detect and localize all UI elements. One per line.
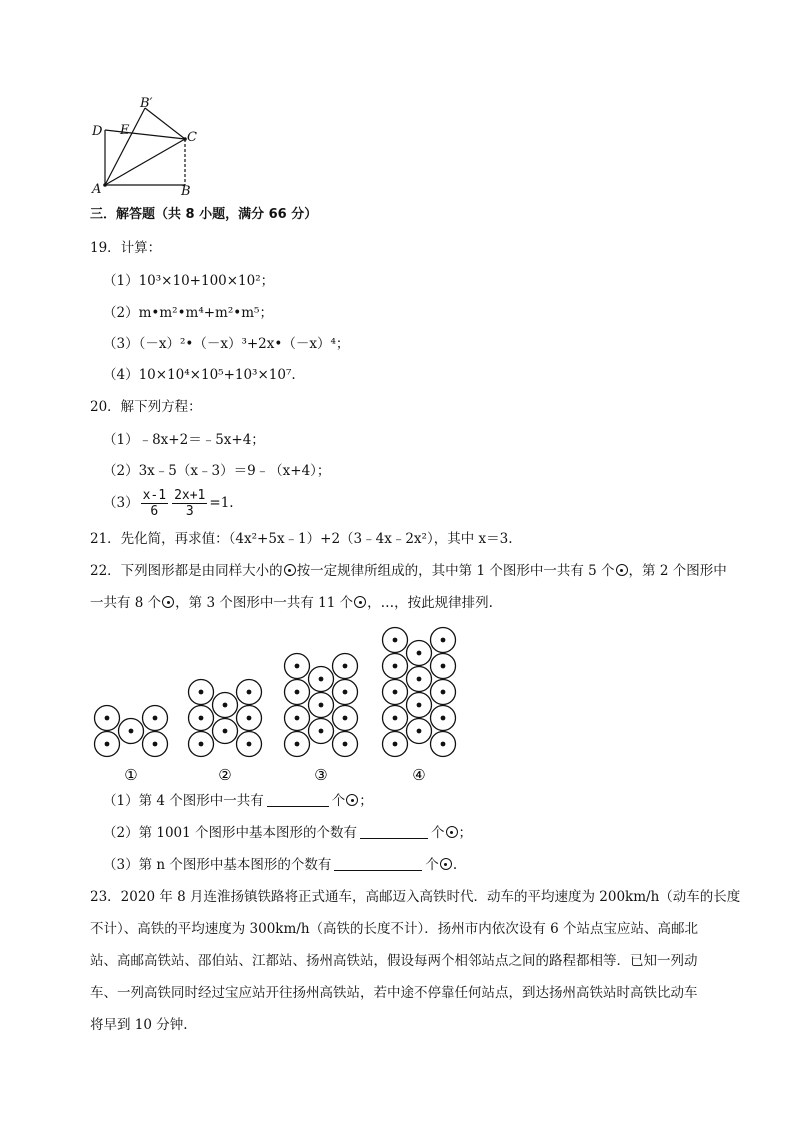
pattern-circle-fig3 (285, 732, 310, 757)
pattern-circle-fig3 (285, 706, 310, 731)
pattern-circle-fig4 (431, 680, 456, 705)
segment-b-prime-c (145, 108, 185, 139)
q22-sub-2-a: （2）第 1001 个图形中基本图形的个数有 (103, 825, 358, 841)
q19-stem: 19．计算： (90, 240, 162, 256)
figure-label-4: ④ (412, 766, 426, 784)
q22-sub-2 (103, 824, 472, 842)
q22-line-2-c: ，…，按此规律排列. (367, 595, 493, 611)
fraction-1-numerator: x-1 (142, 488, 167, 503)
pattern-circle-fig2 (189, 680, 214, 705)
label-a: A (92, 182, 102, 196)
answer-blank-1[interactable] (267, 793, 329, 807)
q23-line-1: 23．2020 年 8 月连淮扬镇铁路将正式通车，高邮迈入高铁时代．动车的平均速度为 200km/h（动车的长度 (90, 889, 741, 905)
q20-item-3 (103, 486, 234, 520)
q22-line-1-c: ，第 2 个图形中 (628, 563, 727, 579)
q22-line-2-b: ，第 3 个图形中一共有 11 个 (175, 595, 354, 611)
q20-stem: 20．解下列方程： (90, 399, 202, 415)
circle-dot-icon (162, 596, 174, 608)
pattern-circle-fig3 (309, 693, 334, 718)
pattern-circle-fig1 (143, 706, 168, 731)
fraction-2-denominator: 3 (185, 504, 194, 519)
circle-dot-icon (440, 858, 452, 870)
q22-sub-1-c: ； (359, 793, 373, 809)
pattern-circle-fig3 (333, 706, 358, 731)
point-a (103, 183, 107, 187)
q22-line-2-a: 一共有 8 个 (90, 595, 162, 611)
pattern-circle-fig4 (407, 693, 432, 718)
pattern-circle-fig4 (431, 732, 456, 757)
q22-sub-3 (103, 856, 457, 874)
answer-blank-3[interactable] (334, 857, 422, 871)
answer-blank-2[interactable] (360, 825, 428, 839)
pattern-circle-fig4 (383, 680, 408, 705)
q22-sub-1-a: （1）第 4 个图形中一共有 (103, 793, 264, 809)
pattern-circle-fig4 (383, 628, 408, 653)
q20-item-2: （2）3x﹣5（x﹣3）＝9﹣（x+4）； (103, 463, 331, 479)
geometry-figure (88, 96, 203, 196)
pattern-circle-fig4 (407, 719, 432, 744)
circle-dot-icon (616, 564, 628, 576)
q23-line-3: 站、高邮高铁站、邵伯站、江都站、扬州高铁站，假设每两个相邻站点之间的路程都相等．已知一列动 (90, 953, 698, 969)
q22-sub-2-c: ； (458, 825, 473, 841)
pattern-circle-fig2 (213, 719, 238, 744)
q20-item-3-suffix: =1. (209, 495, 234, 511)
q22-line-1 (90, 562, 727, 580)
pattern-circle-fig4 (407, 667, 432, 692)
q22-sub-3-b: 个 (425, 857, 439, 873)
pattern-circle-fig2 (189, 732, 214, 757)
figure-label-2: ② (218, 766, 232, 784)
figure-label-3: ③ (314, 766, 328, 784)
fraction-1-denominator: 6 (150, 504, 159, 519)
q22-sub-3-c: . (452, 857, 458, 873)
label-d: D (92, 124, 103, 139)
pattern-circle-fig4 (431, 654, 456, 679)
pattern-circle-fig3 (333, 654, 358, 679)
circle-dot-icon (346, 794, 358, 806)
q20-item-3-prefix: （3） (103, 495, 139, 511)
fraction-2 (172, 488, 207, 519)
q23-line-5: 将早到 10 分钟. (90, 1017, 188, 1033)
q22-sub-3-a: （3）第 n 个图形中基本图形的个数有 (103, 857, 332, 873)
label-b-prime: B′ (140, 96, 153, 111)
pattern-circle-fig2 (237, 680, 262, 705)
pattern-circle-fig4 (383, 732, 408, 757)
pattern-circle-fig3 (285, 680, 310, 705)
pattern-circle-fig3 (333, 680, 358, 705)
q22-sub-1-b: 个 (331, 793, 346, 809)
segment-dc (105, 130, 185, 139)
pattern-circle-fig2 (237, 732, 262, 757)
pattern-circle-fig4 (431, 706, 456, 731)
pattern-circle-fig1 (143, 732, 168, 757)
q22-line-2 (90, 594, 493, 612)
pattern-circle-fig3 (309, 667, 334, 692)
pattern-circle-fig4 (383, 706, 408, 731)
circle-dot-icon (284, 564, 296, 576)
pattern-circle-fig4 (407, 641, 432, 666)
pattern-circle-fig2 (237, 706, 262, 731)
section-heading: 三．解答题（共 8 小题，满分 66 分） (90, 207, 318, 222)
label-e: E (120, 123, 130, 138)
pattern-circle-fig1 (119, 719, 144, 744)
label-c: C (187, 130, 197, 145)
pattern-circle-fig3 (333, 732, 358, 757)
q22-line-1-b: 按一定规律所组成的，其中第 1 个图形中一共有 5 个 (296, 563, 615, 579)
q22-sub-1 (103, 792, 373, 810)
q21-text: 21．先化简，再求值：（4x²+5x﹣1）+2（3﹣4x﹣2x²），其中 x＝3. (90, 531, 513, 547)
pattern-circle-fig3 (309, 719, 334, 744)
pattern-figure (88, 612, 463, 787)
q23-line-4: 车、一列高铁同时经过宝应站开往扬州高铁站，若中途不停靠任何站点，到达扬州高铁站时高铁比动车 (90, 985, 698, 1001)
pattern-circle-fig2 (213, 693, 238, 718)
q19-item-1: （1）10³×10+100×10²； (103, 273, 275, 289)
q19-item-3: （3）（－x）²•（－x）³+2x•（－x）⁴； (103, 336, 350, 352)
q20-item-1: （1）﹣8x+2＝﹣5x+4； (103, 432, 265, 448)
q19-item-2: （2）m•m²•m⁴+m²•m⁵； (103, 305, 273, 321)
label-b: B (181, 184, 191, 196)
pattern-circle-fig4 (431, 628, 456, 653)
fraction-2-numerator: 2x+1 (174, 488, 206, 503)
circle-dot-icon (354, 596, 366, 608)
q22-line-1-a: 22．下列图形都是由同样大小的 (90, 563, 283, 579)
q23-line-2: 不计）、高铁的平均速度为 300km/h（高铁的长度不计）．扬州市内依次设有 6 个站点宝应站、高邮北 (90, 921, 698, 937)
pattern-circle-fig3 (285, 654, 310, 679)
fraction-1 (141, 488, 168, 519)
pattern-circle-fig1 (95, 706, 120, 731)
pattern-circle-fig1 (95, 732, 120, 757)
pattern-circle-fig2 (189, 706, 214, 731)
q19-item-4: （4）10×10⁴×10⁵+10³×10⁷. (103, 367, 296, 383)
figure-label-1: ① (124, 766, 138, 784)
circle-dot-icon (446, 826, 458, 838)
q22-sub-2-b: 个 (431, 825, 445, 841)
pattern-circle-fig4 (383, 654, 408, 679)
